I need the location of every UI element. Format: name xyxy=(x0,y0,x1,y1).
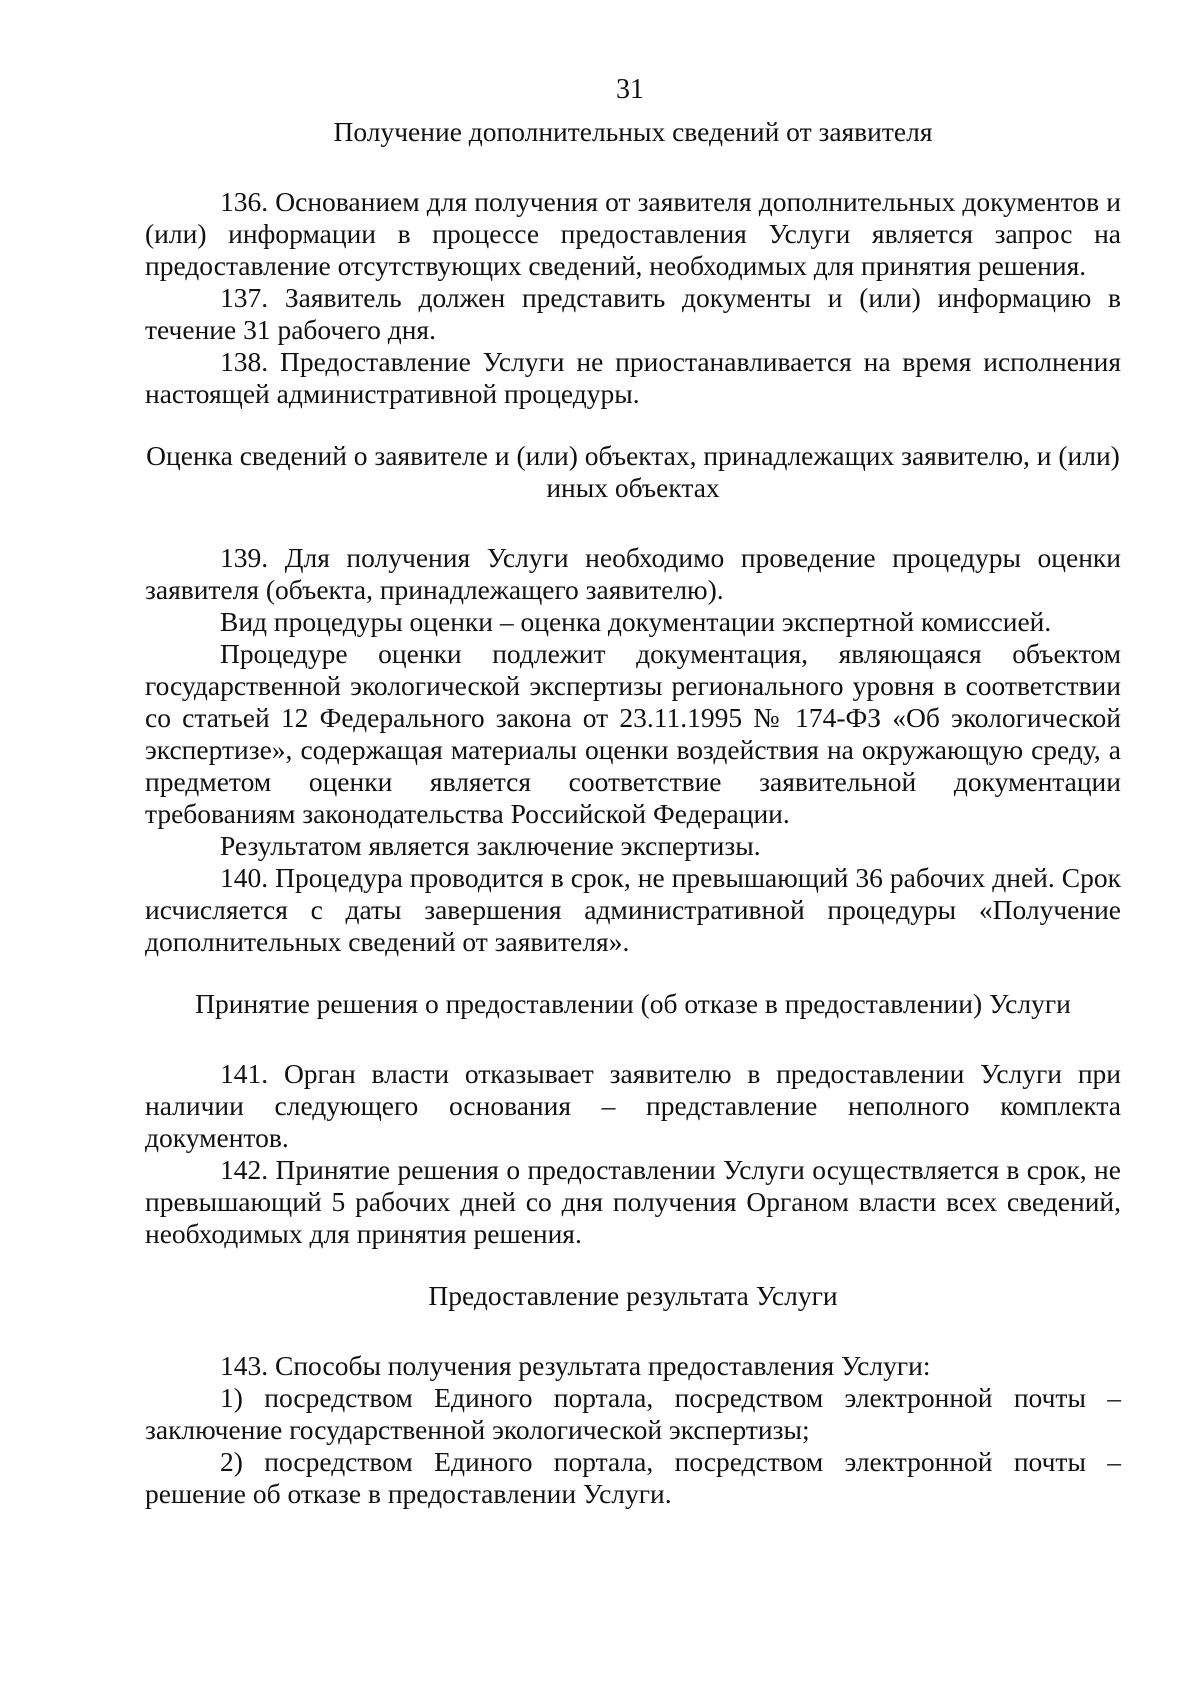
paragraph-assessment-subject: Процедуре оценки подлежит документация, являющаяся объектом государственной экологической экспертизы регионального уровня в соответствии со статьей 12 Федерального закона от 23.11.1995 № 174-ФЗ «Об экологической экспертизе», содержащая материалы оценки воздействия на окружающую среду, а предметом оценки является соответствие заявительной документации требованиям законодательства Российской Федерации. xyxy=(145,638,1121,829)
document-body xyxy=(145,116,1121,1510)
paragraph-139: 139. Для получения Услуги необходимо проведение процедуры оценки заявителя (объекта, принадлежащего заявителю). xyxy=(145,542,1121,605)
list-item-2: 2) посредством Единого портала, посредством электронной почты – решение об отказе в предоставлении Услуги. xyxy=(145,1446,1121,1509)
section-heading: Получение дополнительных сведений от заявителя xyxy=(333,116,933,147)
paragraph-136: 136. Основанием для получения от заявителя дополнительных документов и (или) информации в процессе предоставления Услуги является запрос на предоставление отсутствующих сведений, необходимых для принятия решения. xyxy=(145,186,1121,281)
section-result-delivery xyxy=(145,1280,1121,1510)
section-heading: Предоставление результата Услуги xyxy=(428,1280,838,1311)
section-heading: Принятие решения о предоставлении (об отказе в предоставлении) Услуги xyxy=(195,988,1071,1019)
section-applicant-assessment xyxy=(145,440,1121,958)
paragraph-142: 142. Принятие решения о предоставлении Услуги осуществляется в срок, не превышающий 5 рабочих дней со дня получения Органом власти всех сведений, необходимых для принятия решения. xyxy=(145,1154,1121,1249)
paragraph-138: 138. Предоставление Услуги не приостанавливается на время исполнения настоящей административной процедуры. xyxy=(145,346,1121,409)
paragraph-assessment-type: Вид процедуры оценки – оценка документации экспертной комиссией. xyxy=(220,606,1052,637)
section-decision xyxy=(145,988,1121,1250)
list-item-1: 1) посредством Единого портала, посредством электронной почты – заключение государственной экологической экспертизы; xyxy=(145,1382,1121,1445)
page-number: 31 xyxy=(616,74,644,105)
section-heading: Оценка сведений о заявителе и (или) объектах, принадлежащих заявителю, и (или) иных объектах xyxy=(146,440,1120,503)
paragraph-140: 140. Процедура проводится в срок, не превышающий 36 рабочих дней. Срок исчисляется с даты завершения административной процедуры «Получение дополнительных сведений от заявителя». xyxy=(145,862,1121,957)
paragraph-143: 143. Способы получения результата предоставления Услуги: xyxy=(220,1350,931,1381)
paragraph-137: 137. Заявитель должен представить документы и (или) информацию в течение 31 рабочего дня. xyxy=(145,282,1121,345)
section-additional-info xyxy=(145,116,1121,410)
paragraph-141: 141. Орган власти отказывает заявителю в предоставлении Услуги при наличии следующего основания – представление неполного комплекта документов. xyxy=(145,1058,1121,1153)
paragraph-assessment-result: Результатом является заключение экспертизы. xyxy=(220,830,761,861)
